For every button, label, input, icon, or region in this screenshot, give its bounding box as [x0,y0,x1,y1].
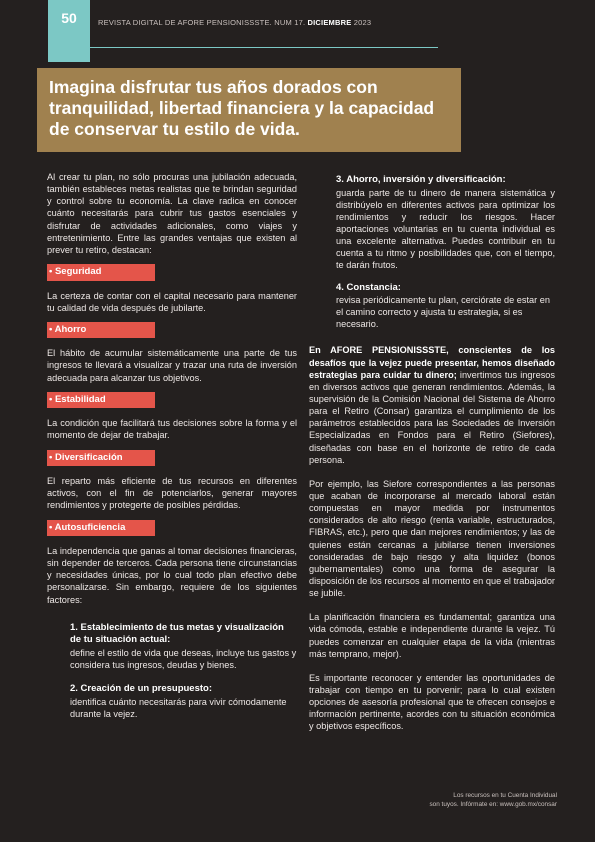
factor-text: guarda parte de tu dinero de manera sistemática y distribúyelo en diferentes activos para optimizar los rendimientos y reducir los riesgos. Hacer aportaciones voluntarias en tu cuenta individual es una excelente alternativa. Puedes contribuir en tu cuenta a tu ritmo y posibilidades que, con el tiempo, te darán frutos. [336,187,555,271]
page-title: Imagina disfrutar tus años dorados con tranquilidad, libertad financiera y la capacidad de conservar tu estilo de vida. [49,77,435,139]
section-autosuficiencia [47,520,297,606]
factor-title: 4. Constancia: [336,281,401,293]
footer-line-2: son tuyos. Infórmate en: www.gob.mx/consar [429,800,557,808]
planning-paragraph: La planificación financiera es fundamental; garantiza una vida cómoda, estable e independiente durante la vejez. Tú puedes comenzar en cualquier etapa de la vida (mientras más temprano, mejor). [309,612,555,659]
header-divider [90,47,438,48]
factor-item [70,622,297,671]
section-tag: • Estabilidad [47,392,155,409]
afore-paragraph [309,344,555,465]
issue-year: 2023 [353,18,372,27]
section-diversificacion [47,450,297,512]
right-column [309,174,555,733]
advice-paragraph: Es importante reconocer y entender las oportunidades de trabajar con tiempo en tu porvenir; para lo cual existen opciones de asesoría profesional que te ofrecen consejos e información pertinente, acordes con tu situación económica y objetivos específicos. [309,672,555,732]
section-estabilidad [47,392,297,442]
section-text: El reparto más eficiente de tus recursos en diferentes activos, con el fin de potenciarlos, generar mayores rendimientos y protegerte de posibles pérdidas. [47,476,297,511]
page-number: 50 [61,10,77,26]
afore-paragraph-rest: invertimos tus ingresos en diversos activos que generan rendimientos. Además, la supervisión de la Comisión Nacional del Sistema de Ahorro para el Retiro (Consar) garantiza el cumplimiento de los parámetros establecidos para las Sociedades de Inversión Especializadas en Fondos para el Retiro (Siefores), diseñadas con base en el horizonte de retiro de cada persona. [309,369,555,465]
left-column [47,171,297,720]
intro-paragraph: Al crear tu plan, no sólo procuras una jubilación adecuada, también estableces metas realistas que te brindan seguridad y control sobre tu economía. La clave radica en conocer cuánto necesitarás para cubrir tus gastos esenciales y disfrutar de actividades adicionales, como viajes y entretenimiento. Entre las grandes ventajas que existen al prever tu retiro, destacan: [47,172,297,255]
factor-item [70,683,297,720]
section-tag: • Seguridad [47,264,155,281]
page-number-box [48,0,90,62]
section-seguridad [47,264,297,314]
issue-month: DICIEMBRE [307,18,352,27]
title-banner [37,68,461,152]
factor-title: 3. Ahorro, inversión y diversificación: [336,174,506,185]
magazine-header [98,18,371,27]
afore-paragraph-lead: En AFORE PENSIONISSSTE, conscientes de los desafíos que la vejez puede presentar, hemos diseñado estrategias para cuidar tu dinero; [309,345,555,380]
siefore-paragraph: Por ejemplo, las Siefore correspondientes a las personas que acaban de incorporarse al mercado laboral están compuestas en mayor medida por instrumentos considerados de alto riesgo (renta variable, estructurados, FIBRAS, etc.), pero que dan mejores rendimientos; y las de quienes están cercanas a jubilarse tienen inversiones consideradas de bajo riesgo y alta liquidez (bonos gubernamentales) como una forma de asegurar la disposición de los recursos al momento en que el trabajador se jubile. [309,478,555,599]
factor-text: revisa periódicamente tu plan, cerciórate de estar en el camino correcto y ajusta tu estrategia, si es necesario. [336,295,550,330]
section-text: La certeza de contar con el capital necesario para mantener tu calidad de vida después de jubilarte. [47,290,297,313]
factor-title: 1. Establecimiento de tus metas y visualización de tu situación actual: [70,621,284,646]
section-tag: • Diversificación [47,450,155,467]
factor-item [336,282,555,331]
footer-note [429,792,557,809]
factor-title: 2. Creación de un presupuesto: [70,683,212,695]
factor-text: define el estilo de vida que deseas, incluye tus gastos y considera tus ingresos, deudas y bienes. [70,647,297,670]
factor-text: identifica cuánto necesitarás para vivir cómodamente durante la vejez. [70,696,287,719]
section-text: La independencia que ganas al tomar decisiones financieras, sin depender de terceros. Cada persona tiene circunstancias y necesidades únicas, por lo cual todo plan efectivo debe personalizarse. Sin embargo, requiere de los siguientes factores: [47,546,297,605]
footer-line-1: Los recursos en tu Cuenta Individual [453,792,557,799]
section-text: El hábito de acumular sistemáticamente una parte de tus ingresos te llevará a visualizar y trazar una ruta de inversión adecuada para alcanzar tus objetivos. [47,348,297,383]
magazine-name: REVISTA DIGITAL DE AFORE PENSIONISSSTE. NUM 17. [98,18,306,27]
section-tag: • Autosuficiencia [47,520,155,537]
factor-item [336,174,555,272]
section-text: La condición que facilitará tus decisiones sobre la forma y el momento de dejar de trabajar. [47,418,297,441]
section-ahorro [47,322,297,384]
section-tag: • Ahorro [47,322,155,339]
